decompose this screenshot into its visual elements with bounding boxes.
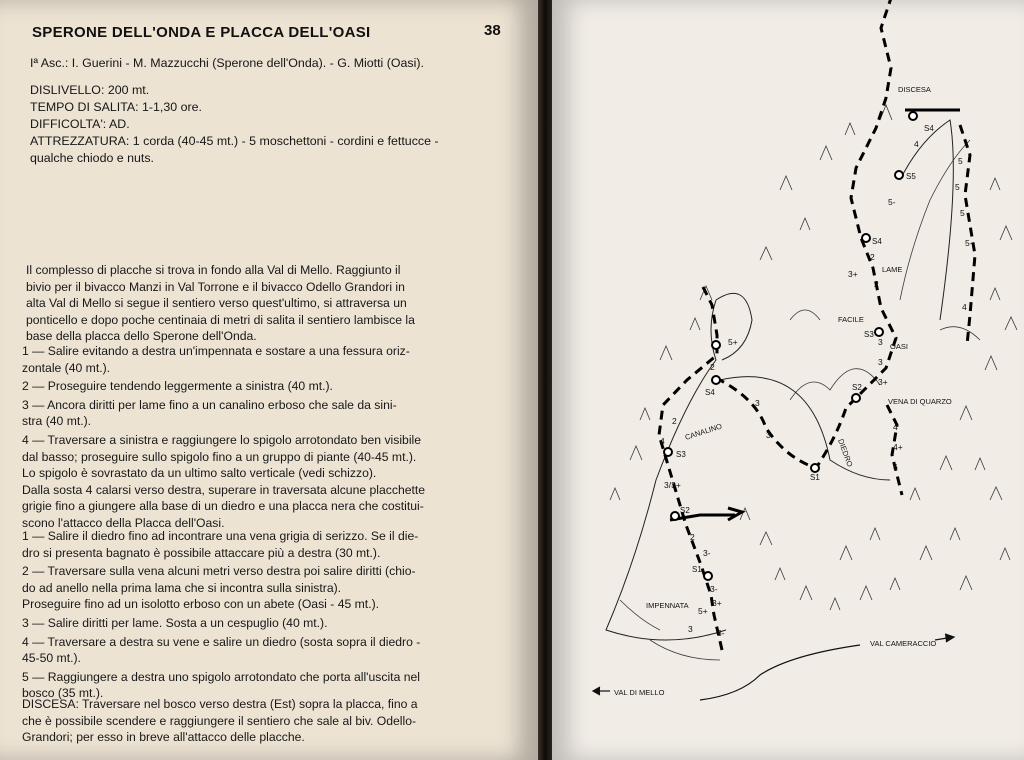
belay-label: S4 <box>924 124 934 133</box>
belay-label: S3 <box>676 450 686 459</box>
oasi-route <box>716 0 975 495</box>
grade-label: 5 <box>960 208 965 218</box>
pitch-line: do ad anello nella prima lama che si incontra sulla sinistra). <box>22 580 342 595</box>
pitch-line: bosco (35 mt.). <box>22 686 104 701</box>
belay-label: S2 <box>680 506 690 515</box>
descent-line: Grandori; per esso in breve all'attacco delle placche. <box>22 730 305 745</box>
grade-label: 5 <box>958 156 963 166</box>
grade-label: 2 <box>870 252 875 262</box>
pitch-line: 2 — Proseguire tendendo leggermente a sinistra (40 mt.). <box>22 379 333 394</box>
belay-label: S3 <box>864 330 874 339</box>
descent-line: DISCESA: Traversare nel bosco verso destra (Est) sopra la placca, fino a <box>22 697 418 711</box>
grade-label: 3- <box>710 584 718 594</box>
sperone-pitch-list <box>22 343 512 532</box>
pitch-line: dal basso; proseguire sullo spigolo fino a un gruppo di piante (40-45 mt.). <box>22 449 417 464</box>
belay-label: S5 <box>906 172 916 181</box>
grade-label: 5+ <box>728 337 738 347</box>
info-block <box>30 82 510 167</box>
grade-label: 3 <box>878 337 883 347</box>
pitch-line: 2 — Traversare sulla vena alcuni metri verso destra poi salire diritti (chio- <box>22 564 416 579</box>
grade-label: 6 <box>893 462 898 472</box>
first-ascent <box>30 55 510 72</box>
grade-label: 5- <box>965 238 973 248</box>
pitch-line: 45-50 mt.). <box>22 651 81 666</box>
grade-label: 3 <box>878 357 883 367</box>
right-page <box>552 0 1024 760</box>
grade-label: 4 <box>962 302 967 312</box>
transition-line: scono l'attacco della Placca dell'Oasi. <box>22 515 225 530</box>
canalino-label: CANALINO <box>683 421 724 442</box>
belay-label: S2 <box>852 383 862 392</box>
grade-label: 3- <box>717 628 725 638</box>
pitch-line: zontale (40 mt.). <box>22 360 111 375</box>
grade-label: 4 <box>660 436 665 446</box>
page-number: 38 <box>484 22 501 39</box>
grade-label: 4 <box>893 422 898 432</box>
pitch-line: 4 — Traversare a destra su vene e salire un diedro (sosta sopra il diedro - <box>22 634 421 649</box>
val-di-mello-label: VAL DI MELLO <box>614 688 665 697</box>
belay-label: S4 <box>872 237 882 246</box>
oasi-pitch-list <box>22 528 512 702</box>
pitch-line: 5 — Raggiungere a destra uno spigolo arrotondato che porta all'uscita nel <box>22 669 420 684</box>
pitch-line: 3 — Ancora diritti per lame fino a un canalino erboso che sale da sini- <box>22 397 397 412</box>
impennata-label: IMPENNATA <box>646 601 689 610</box>
grade-label: 3- <box>703 548 711 558</box>
belay-label: S4 <box>705 388 715 397</box>
route-topo-sketch <box>552 0 1024 760</box>
grade-label: 5+ <box>698 606 708 616</box>
info-line: qualche chiodo e nuts. <box>30 151 154 165</box>
descent-paragraph <box>22 696 512 746</box>
pitch-line: 3 — Salire diritti per lame. Sosta a un cespuglio (40 mt.). <box>22 615 328 630</box>
grade-label: 2 <box>710 362 715 372</box>
grade-label: 2 <box>690 532 695 542</box>
oasi-label: OASI <box>890 342 908 351</box>
transition-line: grigie fino a giungere alla base di un diedro e una placca nera che costitui- <box>22 499 424 514</box>
grade-label: 4 <box>914 139 919 149</box>
pitch-line: Lo spigolo è sovrastato da un ultimo salto verticale (vedi schizzo). <box>22 466 377 481</box>
vena-label: VENA DI QUARZO <box>888 397 952 406</box>
intro-line: ponticello e dopo poche centinaia di metri di salita il sentiero lambisce la <box>26 312 415 327</box>
grade-label: 3+ <box>712 598 722 608</box>
info-line: TEMPO DI SALITA: 1-1,30 ore. <box>30 100 202 114</box>
transition-line: Dalla sosta 4 calarsi verso destra, superare in traversata alcune placchette <box>22 482 426 497</box>
intro-paragraph <box>26 262 516 345</box>
grade-label: 3+ <box>878 377 888 387</box>
grade-label: 3 <box>688 624 693 634</box>
intro-line: bivio per il bivacco Manzi in Val Torrone e il bivacco Odello Grandori in <box>26 279 405 294</box>
pitch-line: 1 — Salire evitando a destra un'impennata e sostare a una fessura oriz- <box>22 344 410 358</box>
info-line: DIFFICOLTA': AD. <box>30 117 130 131</box>
grade-label: 3/3+ <box>664 480 681 490</box>
lame-label: LAME <box>882 265 903 274</box>
descent-line: che è possibile scendere e raggiungere il sentiero che sale al biv. Odello- <box>22 713 417 728</box>
pitch-line: 4 — Traversare a sinistra e raggiungere lo spigolo arrotondato ben visibile <box>22 432 422 447</box>
grade-label: 5 <box>955 182 960 192</box>
grade-label: 5- <box>888 197 896 207</box>
info-line: DISLIVELLO: 200 mt. <box>30 83 150 97</box>
grade-label: 3 <box>755 398 760 408</box>
belay-label: S1 <box>692 565 702 574</box>
pitch-line: stra (40 mt.). <box>22 414 92 429</box>
book-gutter <box>538 0 552 760</box>
rock-outline <box>606 120 953 640</box>
intro-line: base della placca dello Sperone dell'Onda. <box>26 329 257 344</box>
intro-line: alta Val di Mello si segue il sentiero verso quest'ultimo, si attraversa un <box>26 296 407 311</box>
grade-label: 4+ <box>893 442 903 452</box>
grade-label: 2 <box>672 416 677 426</box>
sperone-route <box>659 285 722 650</box>
intro-line: Il complesso di placche si trova in fondo alla Val di Mello. Raggiunto il <box>26 263 401 277</box>
facile-label: FACILE <box>838 315 864 324</box>
grade-label: 3 <box>766 430 771 440</box>
discesa-label: DISCESA <box>898 85 931 94</box>
grade-label: 3+ <box>848 269 858 279</box>
val-cameraccio-label: VAL CAMERACCIO <box>870 639 937 648</box>
first-ascent-line: Iª Asc.: I. Guerini - M. Mazzucchi (Sperone dell'Onda). - G. Miotti (Oasi). <box>30 56 424 70</box>
belay-label: S1 <box>810 473 820 482</box>
info-line: ATTREZZATURA: 1 corda (40-45 mt.) - 5 moschettoni - cordini e fettucce - <box>30 134 439 148</box>
pitch-line: 1 — Salire il diedro fino ad incontrare una vena grigia di serizzo. Se il die- <box>22 529 419 543</box>
grade-label: 2 <box>874 279 879 289</box>
page-title: SPERONE DELL'ONDA E PLACCA DELL'OASI <box>32 24 371 41</box>
pitch-line: Proseguire fino ad un isolotto erboso con un abete (Oasi - 45 mt.). <box>22 597 380 612</box>
pitch-line: dro si presenta bagnato è possibile attaccare più a destra (30 mt.). <box>22 545 381 560</box>
diedro-label: DIEDRO <box>836 437 855 469</box>
